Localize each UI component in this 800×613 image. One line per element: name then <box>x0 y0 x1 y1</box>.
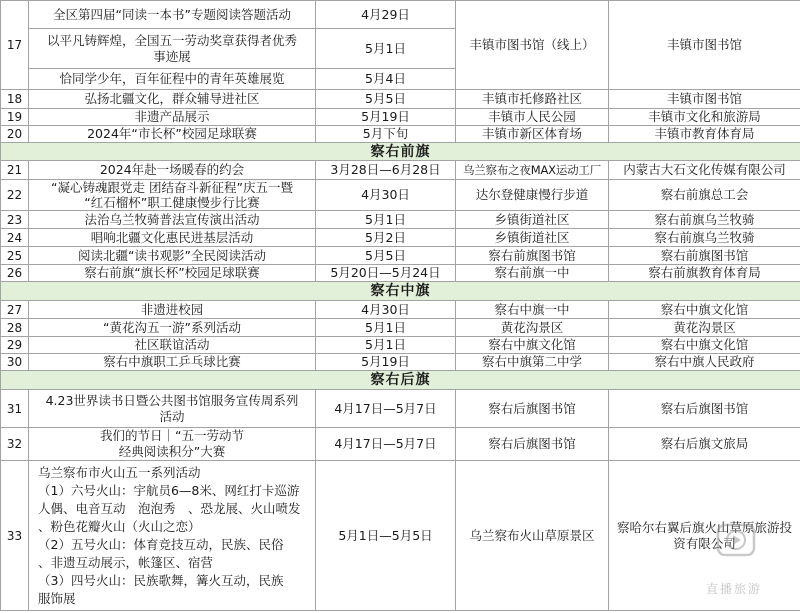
organizer-cell: 察右前旗乌兰牧骑 <box>609 211 800 229</box>
date-cell: 4月30日 <box>316 180 456 211</box>
activity-name-line: 4.23世界读书日暨公共图书馆服务宣传周系列 <box>45 392 299 408</box>
date-cell: 5月4日 <box>316 69 456 90</box>
activity-name-cell <box>29 390 316 428</box>
location-cell: 乌兰察布之夜MAX运动工厂 <box>456 161 609 180</box>
activity-name-cell <box>29 180 316 211</box>
table-row <box>1 109 800 126</box>
activity-name-cell: “黄花沟五一游”系列活动 <box>29 319 316 337</box>
play-logo-icon <box>716 523 756 557</box>
date-cell: 5月2日 <box>316 229 456 247</box>
activity-name-cell <box>29 428 316 461</box>
activity-name-cell: 察右前旗“旗长杯”校园足球联赛 <box>29 265 316 282</box>
date-cell: 5月19日 <box>316 354 456 371</box>
date-cell: 4月30日 <box>316 301 456 319</box>
row-number-cell: 22 <box>1 180 29 211</box>
activity-name-line: （3）四号火山：民族歌舞，篝火互动，民族 <box>38 572 284 588</box>
activity-name-line: 恰同学少年，百年征程中的青年英雄展览 <box>59 71 285 86</box>
organizer-cell: 丰镇市文化和旅游局 <box>609 109 800 126</box>
activity-name-cell <box>29 69 316 90</box>
location-cell: 丰镇市图书馆（线上） <box>456 1 609 90</box>
table-row <box>1 247 800 265</box>
activity-name-line: 经典阅读积分”大赛 <box>118 444 226 459</box>
location-cell: 察右中旗第二中学 <box>456 354 609 371</box>
organizer-cell: 察右前旗图书馆 <box>609 247 800 265</box>
table-row <box>1 90 800 109</box>
row-number-cell: 23 <box>1 211 29 229</box>
location-cell: 乌兰察布火山草原景区 <box>456 461 609 611</box>
activity-name-cell: 察右中旗职工乒乓球比赛 <box>29 354 316 371</box>
location-cell: 察右后旗图书馆 <box>456 428 609 461</box>
row-number-cell: 20 <box>1 126 29 143</box>
activity-name-line: （1）六号火山：宇航员6—8米、网红打卡巡游 <box>38 482 300 498</box>
activity-name-line: 我们的节日｜“五一劳动节 <box>100 428 244 443</box>
organizer-cell: 察右前旗总工会 <box>609 180 800 211</box>
date-cell: 5月1日 <box>316 319 456 337</box>
activity-name-cell: 2024年赴一场暖春的约会 <box>29 161 316 180</box>
activity-name-line: 、非遗互动展示，帐篷区、宿营 <box>38 554 214 570</box>
table-row <box>1 428 800 461</box>
date-cell: 5月1日 <box>316 211 456 229</box>
section-title: 察右前旗 <box>1 143 800 161</box>
date-cell: 5月1日—5月5日 <box>316 461 456 611</box>
activity-name-cell <box>29 1 316 29</box>
activity-name-line: 事迹展 <box>153 48 191 64</box>
section-title: 察右后旗 <box>1 371 800 390</box>
table-row <box>1 390 800 428</box>
table-row <box>1 265 800 282</box>
table-row <box>1 180 800 211</box>
organizer-cell: 丰镇市教育体育局 <box>609 126 800 143</box>
row-number-cell: 25 <box>1 247 29 265</box>
watermark <box>680 523 770 603</box>
section-title: 察右中旗 <box>1 282 800 301</box>
location-cell: 丰镇市人民公园 <box>456 109 609 126</box>
location-cell: 察右中旗一中 <box>456 301 609 319</box>
organizer-cell: 丰镇市图书馆 <box>609 90 800 109</box>
location-cell: 察右中旗文化馆 <box>456 337 609 354</box>
table-row <box>1 319 800 337</box>
row-number-cell: 29 <box>1 337 29 354</box>
activity-name-line: 以平凡铸辉煌，全国五一劳动奖章获得者优秀 <box>46 32 297 48</box>
organizer-cell: 察右中旗人民政府 <box>609 354 800 371</box>
table-row <box>1 354 800 371</box>
row-number-cell: 33 <box>1 461 29 611</box>
section-header-row <box>1 282 800 301</box>
row-number-cell: 18 <box>1 90 29 109</box>
organizer-cell: 察右后旗文旅局 <box>609 428 800 461</box>
date-cell: 5月20日—5月24日 <box>316 265 456 282</box>
organizer-cell: 察右前旗教育体育局 <box>609 265 800 282</box>
row-number-cell: 21 <box>1 161 29 180</box>
location-cell: 丰镇市新区体育场 <box>456 126 609 143</box>
table-row <box>1 126 800 143</box>
date-cell: 5月1日 <box>316 29 456 69</box>
organizer-cell: 察右中旗文化馆 <box>609 301 800 319</box>
row-number-cell: 19 <box>1 109 29 126</box>
organizer-cell: 察右后旗图书馆 <box>609 390 800 428</box>
date-cell: 5月5日 <box>316 247 456 265</box>
location-cell: 察右后旗图书馆 <box>456 390 609 428</box>
row-number-cell: 28 <box>1 319 29 337</box>
table-row <box>1 211 800 229</box>
activity-name-line: 活动 <box>159 408 185 424</box>
date-cell: 4月17日—5月7日 <box>316 428 456 461</box>
activity-name-cell: 非遗进校园 <box>29 301 316 319</box>
organizer-cell: 丰镇市图书馆 <box>609 1 800 90</box>
organizer-cell: 内蒙古大石文化传媒有限公司 <box>609 161 800 180</box>
organizer-line: 资有限公司 <box>673 535 736 551</box>
table-row <box>1 229 800 247</box>
activity-name-cell: 非遗产品展示 <box>29 109 316 126</box>
location-cell: 黄花沟景区 <box>456 319 609 337</box>
activity-name-line: “凝心铸魂跟党走 团结奋斗新征程”庆五一暨 <box>51 180 293 195</box>
organizer-cell: 察右前旗乌兰牧骑 <box>609 229 800 247</box>
table-row <box>1 301 800 319</box>
date-cell: 5月19日 <box>316 109 456 126</box>
location-cell: 达尔登健康慢行步道 <box>456 180 609 211</box>
activity-name-cell <box>29 461 316 611</box>
section-header-row <box>1 371 800 390</box>
section-header-row <box>1 143 800 161</box>
location-cell: 乡镇街道社区 <box>456 229 609 247</box>
row-number-cell: 27 <box>1 301 29 319</box>
table-row <box>1 337 800 354</box>
location-cell: 察右前旗图书馆 <box>456 247 609 265</box>
activity-name-line: “红石榴杯”职工健康慢步行比赛 <box>84 195 260 210</box>
activity-name-line: 服饰展 <box>38 590 76 606</box>
activity-name-cell <box>29 29 316 69</box>
organizer-line: 察哈尔右翼后旗火山草原旅游投 <box>616 519 792 535</box>
row-number-cell: 17 <box>1 1 29 90</box>
row-number-cell: 32 <box>1 428 29 461</box>
row-number-cell: 26 <box>1 265 29 282</box>
activity-name-cell: 弘扬北疆文化，群众辅导进社区 <box>29 90 316 109</box>
watermark-text: 直播旅游 <box>705 582 762 596</box>
activity-name-line: 人偶、电音互动 泡泡秀 、恐龙展、火山喷发 <box>38 500 301 516</box>
activity-name-cell: 阅读北疆“读书观影”全民阅读活动 <box>29 247 316 265</box>
date-cell: 5月下旬 <box>316 126 456 143</box>
date-cell: 5月5日 <box>316 90 456 109</box>
date-cell: 4月29日 <box>316 1 456 29</box>
activity-name-line: （2）五号火山：体育竞技互动，民族、民俗 <box>38 536 284 552</box>
activity-name-line: 、粉色花瓣火山（火山之恋） <box>38 518 201 534</box>
date-cell: 5月1日 <box>316 337 456 354</box>
row-number-cell: 24 <box>1 229 29 247</box>
row-number-cell: 31 <box>1 390 29 428</box>
location-cell: 丰镇市托修路社区 <box>456 90 609 109</box>
activity-name-cell: 唱响北疆文化惠民进基层活动 <box>29 229 316 247</box>
location-cell: 乡镇街道社区 <box>456 211 609 229</box>
organizer-cell: 黄花沟景区 <box>609 319 800 337</box>
activity-name-line: 全区第四届“同读一本书”专题阅读答题活动 <box>53 6 291 22</box>
organizer-cell: 察右中旗文化馆 <box>609 337 800 354</box>
activity-name-cell: 法治乌兰牧骑普法宣传演出活动 <box>29 211 316 229</box>
date-cell: 3月28日—6月28日 <box>316 161 456 180</box>
row-number-cell: 30 <box>1 354 29 371</box>
activity-name-line: 乌兰察布市火山五一系列活动 <box>38 464 201 480</box>
location-cell: 察右前旗一中 <box>456 265 609 282</box>
activity-name-cell: 2024年“市长杯”校园足球联赛 <box>29 126 316 143</box>
table-row <box>1 1 800 29</box>
table-row <box>1 161 800 180</box>
activity-name-cell: 社区联谊活动 <box>29 337 316 354</box>
date-cell: 4月17日—5月7日 <box>316 390 456 428</box>
